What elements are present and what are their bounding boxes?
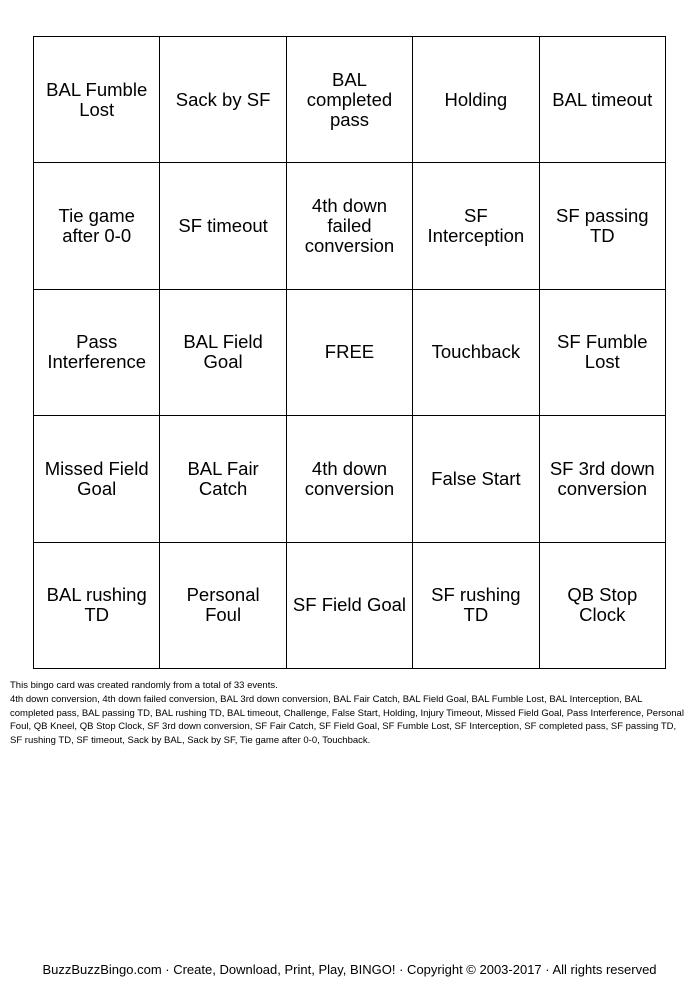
bingo-cell (413, 416, 539, 542)
bingo-cell-label: Touchback (431, 341, 521, 363)
bingo-cell (34, 289, 160, 415)
bingo-row (34, 289, 666, 415)
bingo-cell-label: Pass Interference (47, 331, 147, 373)
bingo-free-label: FREE (324, 341, 375, 363)
bingo-cell (286, 37, 412, 163)
bingo-cell (413, 542, 539, 668)
bingo-cell (286, 416, 412, 542)
bingo-cell-label: 4th down failed conversion (304, 195, 395, 257)
bingo-cell-label: Tie game after 0-0 (58, 205, 135, 247)
bingo-cell-label: SF Field Goal (292, 594, 407, 616)
bingo-cell (539, 163, 665, 289)
bingo-row (34, 163, 666, 289)
bingo-cell-label: BAL Fair Catch (187, 457, 259, 499)
bingo-cell-label: SF rushing TD (431, 584, 521, 626)
card-info-intro: This bingo card was created randomly from a total of 33 events. (10, 680, 278, 691)
bingo-cell (286, 542, 412, 668)
bingo-cell-label: False Start (431, 467, 521, 489)
card-events-list: 4th down conversion, 4th down failed conversion, BAL 3rd down conversion, BAL Fair Catch, BAL Field Goal, BAL Fumble Lost, BAL Interception, BAL completed pass, BAL passing TD, BAL rushing TD, BAL timeout, Challenge, False Start, Holding, Injury Timeout, Missed Field Goal, Pass Interference, Personal Foul, QB Kneel, QB Stop Clock, SF 3rd down conversion, SF Fair Catch, SF Field Goal, SF Fumble Lost, SF Interception, SF completed pass, SF passing TD, SF rushing TD, SF timeout, Sack by BAL, Sack by SF, Tie game after 0-0, Touchback. (10, 694, 684, 746)
bingo-cell (160, 289, 286, 415)
bingo-cell-label: Missed Field Goal (44, 457, 149, 499)
bingo-row (34, 37, 666, 163)
bingo-cell (34, 542, 160, 668)
bingo-cell-label: BAL Fumble Lost (46, 78, 148, 120)
bingo-cell-label: BAL completed pass (306, 68, 393, 130)
bingo-row (34, 542, 666, 668)
bingo-cell (34, 37, 160, 163)
bingo-cell (34, 416, 160, 542)
bingo-cell (539, 289, 665, 415)
bingo-cell (160, 416, 286, 542)
bingo-cell (413, 163, 539, 289)
bingo-cell (413, 37, 539, 163)
bingo-cell-label: BAL timeout (552, 88, 653, 110)
bingo-cell-label: SF 3rd down conversion (549, 457, 655, 499)
bingo-cell (160, 37, 286, 163)
bingo-cell (539, 416, 665, 542)
bingo-cell-label: Holding (444, 88, 508, 110)
bingo-free-cell (286, 289, 412, 415)
bingo-cell-label: QB Stop Clock (567, 584, 638, 626)
bingo-cell (413, 289, 539, 415)
bingo-card-grid (33, 36, 666, 669)
bingo-cell (160, 163, 286, 289)
bingo-cell-label: 4th down conversion (304, 457, 395, 499)
bingo-cell (539, 542, 665, 668)
bingo-cell-label: Personal Foul (186, 584, 260, 626)
bingo-cell (539, 37, 665, 163)
bingo-cell-label: SF passing TD (556, 205, 649, 247)
bingo-cell-label: SF Fumble Lost (557, 331, 648, 373)
bingo-row (34, 416, 666, 542)
bingo-cell (34, 163, 160, 289)
site-footer: BuzzBuzzBingo.com · Create, Download, Print, Play, BINGO! · Copyright © 2003-2017 · All rights reserved (42, 962, 657, 977)
bingo-cell-label: SF timeout (178, 215, 268, 237)
bingo-cell-label: BAL rushing TD (46, 584, 147, 626)
bingo-cell-label: SF Interception (427, 205, 525, 247)
bingo-cell-label: Sack by SF (175, 88, 271, 110)
bingo-cell (160, 542, 286, 668)
bingo-cell-label: BAL Field Goal (183, 331, 263, 373)
bingo-cell (286, 163, 412, 289)
